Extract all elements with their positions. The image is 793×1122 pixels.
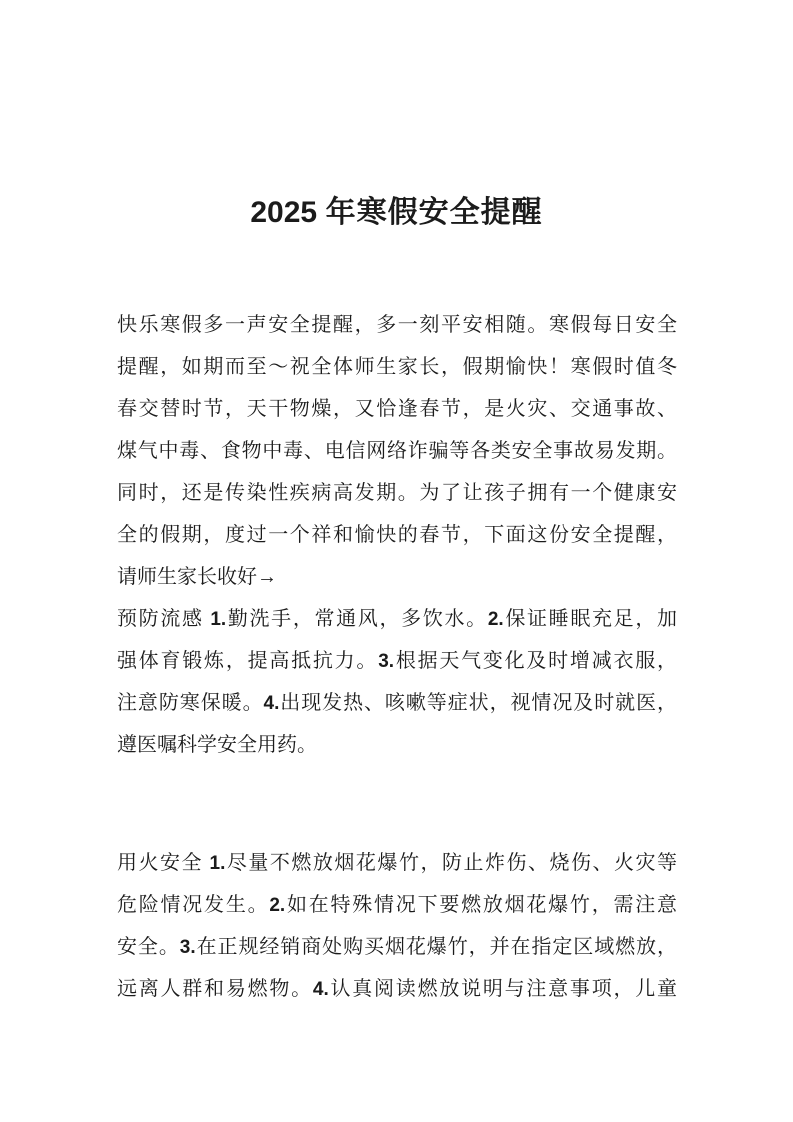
paragraph-intro: [117, 304, 677, 598]
text-line: 注意防寒保暖。4.出现发热、咳嗽等症状，视情况及时就医，: [117, 692, 678, 714]
text-line: 预防流感 1.勤洗手，常通风，多饮水。2.保证睡眠充足，加: [117, 608, 678, 630]
text-line: 请师生家长收好→: [117, 566, 277, 588]
text-line: 春交替时节，天干物燥，又恰逢春节，是火灾、交通事故、: [117, 398, 677, 420]
text-line: 危险情况发生。2.如在特殊情况下要燃放烟花爆竹，需注意: [117, 894, 677, 916]
number-text: 1.: [210, 609, 227, 630]
document-body: [0, 304, 793, 1010]
number-text: 3.: [378, 651, 395, 672]
text-line: 煤气中毒、食物中毒、电信网络诈骗等各类安全事故易发期。: [117, 440, 677, 462]
number-text: 2.: [269, 895, 286, 916]
number-text: 4.: [312, 979, 329, 1000]
text-line: 同时，还是传染性疾病高发期。为了让孩子拥有一个健康安: [117, 482, 677, 504]
number-text: 2025: [250, 196, 318, 229]
text-line: 强体育锻炼，提高抵抗力。3.根据天气变化及时增减衣服，: [117, 650, 677, 672]
text-line: 遵医嘱科学安全用药。: [117, 734, 317, 756]
text-line: 全的假期，度过一个祥和愉快的春节，下面这份安全提醒，: [117, 524, 677, 546]
text-line: 用火安全 1.尽量不燃放烟花爆竹，防止炸伤、烧伤、火灾等: [117, 852, 678, 874]
text-line: 提醒，如期而至～祝全体师生家长，假期愉快！寒假时值冬: [117, 356, 677, 378]
text-line: 安全。3.在正规经销商处购买烟花爆竹，并在指定区域燃放，: [117, 936, 678, 958]
number-text: 2.: [487, 609, 504, 630]
text-line: 快乐寒假多一声安全提醒，多一刻平安相随。寒假每日安全: [117, 314, 677, 336]
number-text: 1.: [209, 853, 226, 874]
number-text: 3.: [179, 937, 196, 958]
paragraph-flu-prevention: [117, 598, 677, 766]
number-text: 4.: [263, 693, 280, 714]
document-title: 2025 年寒假安全提醒: [250, 196, 543, 229]
paragraph-fire-safety: [117, 842, 677, 1010]
text-line: 远离人群和易燃物。4.认真阅读燃放说明与注意事项，儿童: [117, 978, 677, 1000]
